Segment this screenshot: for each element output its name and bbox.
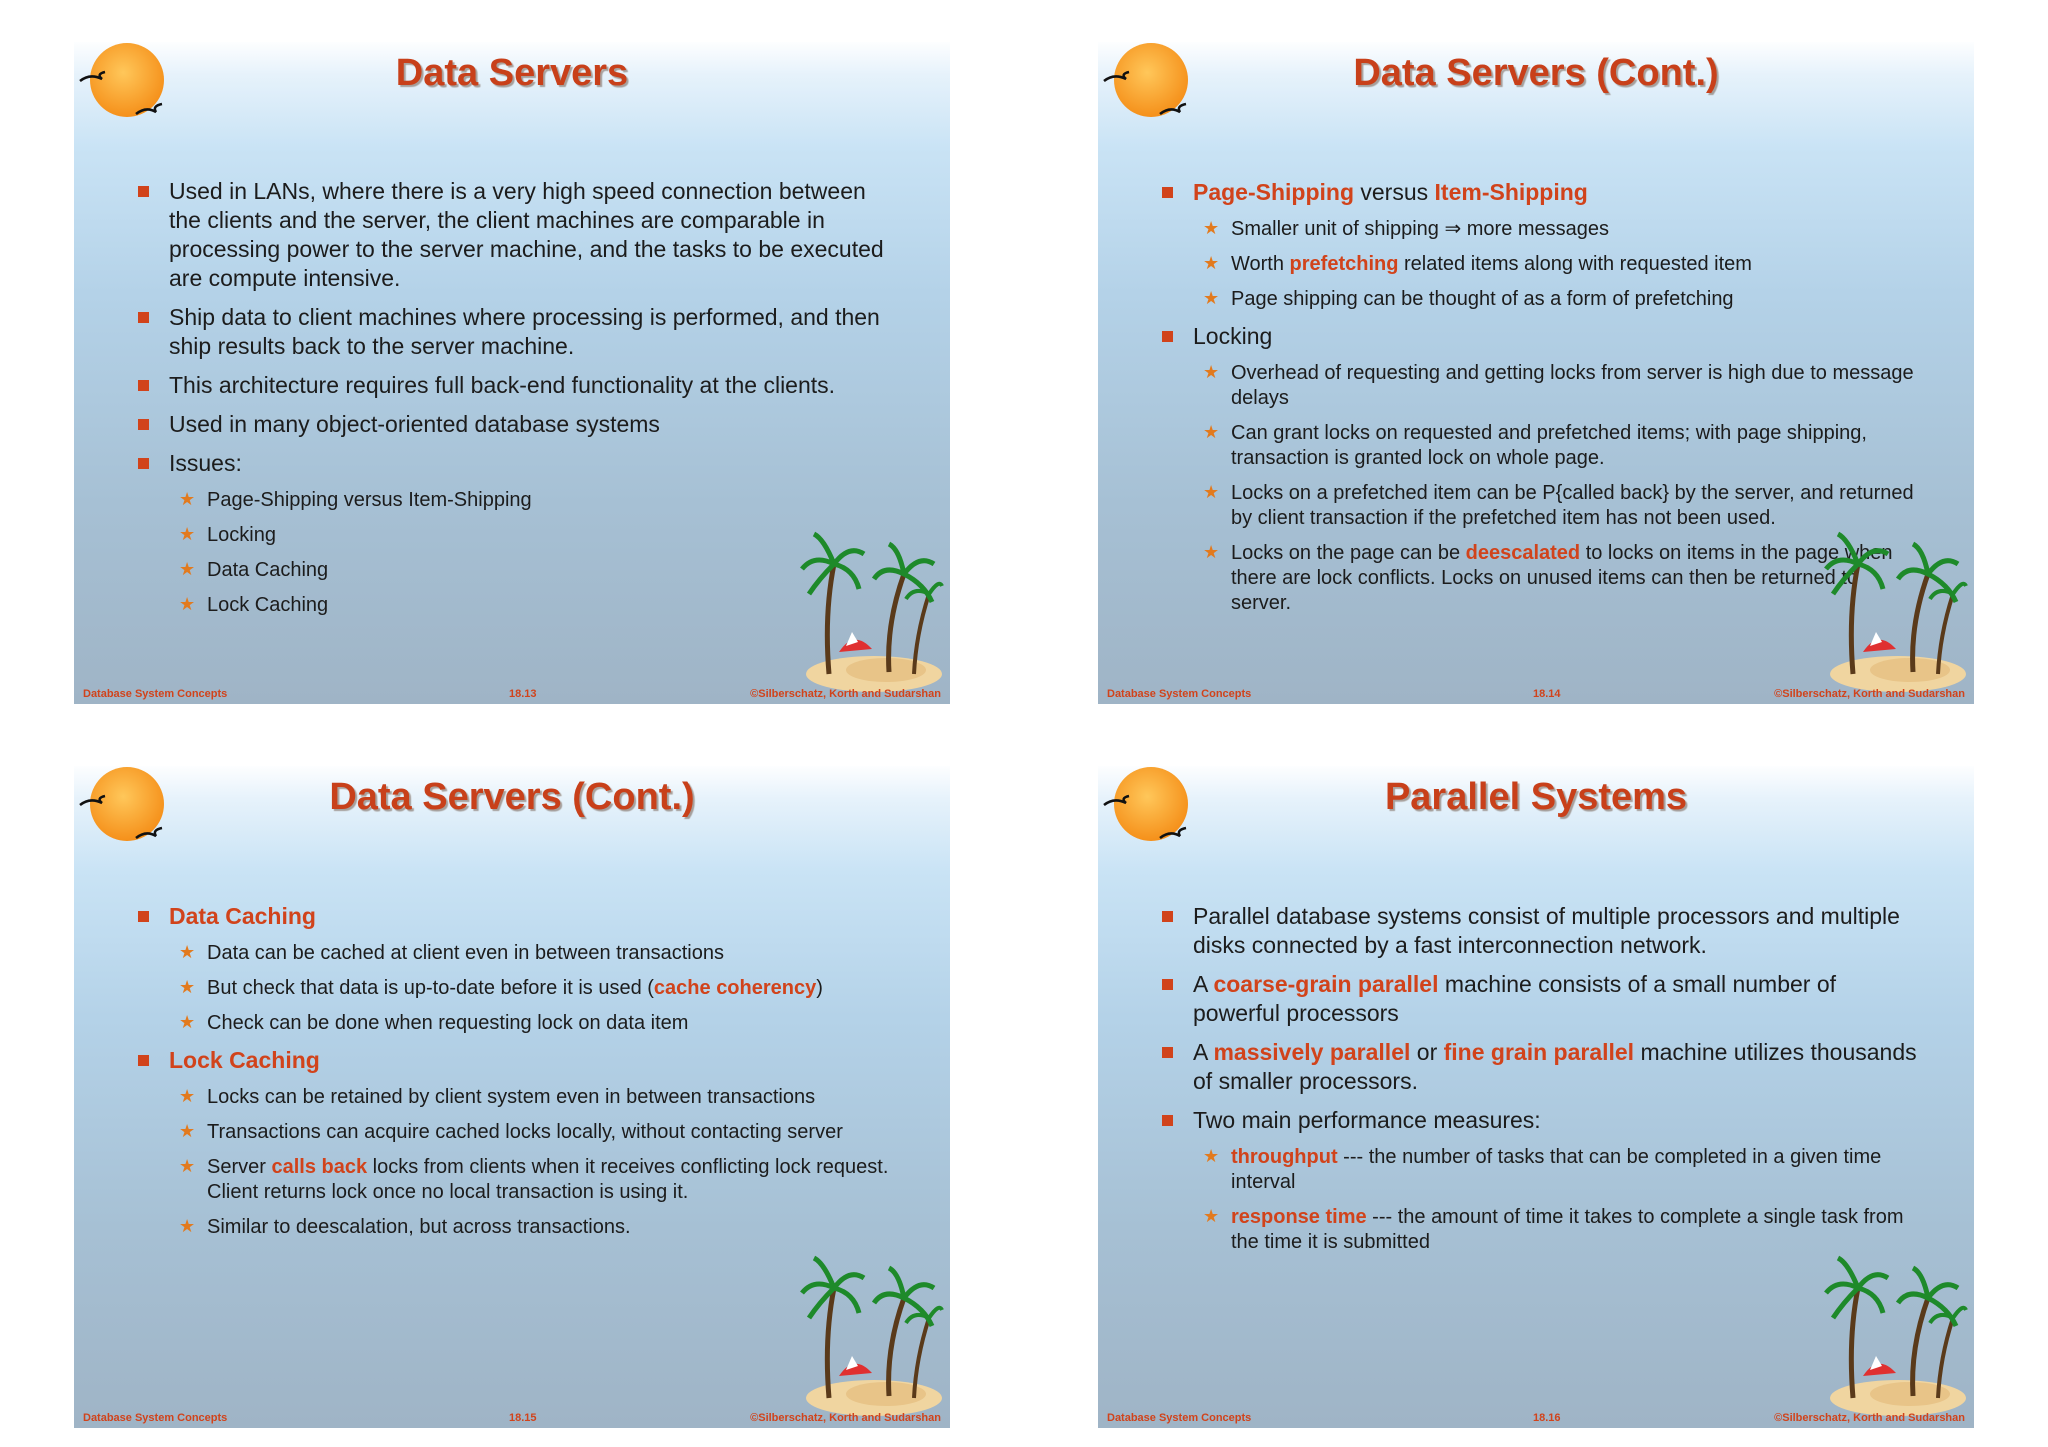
sub-bullet-item [138, 976, 894, 1001]
bullet-text: Worth [1231, 253, 1290, 275]
bullet-text: This architecture requires full back-end functionality at the clients. [169, 372, 836, 398]
bullet-item [1162, 1106, 1918, 1135]
bullet-item [138, 371, 894, 400]
footer-copyright: ©Silberschatz, Korth and Sudarshan [750, 1412, 941, 1424]
highlighted-term: Data Caching [169, 903, 316, 929]
bullet-item [138, 410, 894, 439]
sub-bullet-item [138, 488, 894, 513]
sub-bullet-item [138, 941, 894, 966]
palm-island-icon [1818, 524, 1968, 694]
bullet-text: Data Caching [207, 559, 329, 581]
bullet-text: Overhead of requesting and getting locks from server is high due to message delays [1231, 362, 1914, 409]
highlighted-term: throughput [1231, 1146, 1338, 1168]
bullet-text: Data can be cached at client even in between transactions [207, 942, 724, 964]
sub-bullet-item [1162, 252, 1918, 277]
bullet-item [138, 449, 894, 478]
sub-bullet-item [1162, 361, 1918, 411]
bullet-text: Page shipping can be thought of as a form of prefetching [1231, 288, 1734, 310]
slide [74, 766, 950, 1428]
slide [1098, 766, 1974, 1428]
slide-body [138, 902, 894, 1250]
bullet-text: Page-Shipping versus Item-Shipping [207, 489, 532, 511]
bullet-text: Two main performance measures: [1193, 1107, 1541, 1133]
bullet-text: ) [816, 977, 823, 999]
bullet-item [1162, 902, 1918, 960]
highlighted-term: calls back [271, 1156, 368, 1178]
footer-copyright: ©Silberschatz, Korth and Sudarshan [750, 688, 941, 700]
bullet-item [1162, 322, 1918, 351]
sub-bullet-item [138, 1120, 894, 1145]
bullet-text: Locking [1193, 323, 1273, 349]
bullet-item [138, 902, 894, 931]
bullet-text: versus [1354, 179, 1435, 205]
bullet-text: Used in LANs, where there is a very high speed connection between the clients and the server, the client machines are comparable in processing power to the server machine, and the tasks to be executed are compute intensive. [169, 178, 884, 291]
sub-bullet-item [138, 523, 894, 548]
slide-title: Data Servers (Cont.) [329, 776, 695, 818]
highlighted-term: deescalated [1465, 542, 1581, 564]
palm-island-icon [1818, 1248, 1968, 1418]
bullet-text: Locks on a prefetched item can be P{called back} by the server, and returned by client transaction if the prefetched item has not been used. [1231, 482, 1914, 529]
footer-course: Database System Concepts [83, 1412, 228, 1424]
bullet-text: A [1193, 1039, 1214, 1065]
sub-bullet-item [1162, 481, 1918, 531]
footer-page-number: 18.15 [509, 1412, 537, 1424]
bullet-text: Used in many object-oriented database systems [169, 411, 660, 437]
bullet-item [1162, 178, 1918, 207]
slide-title: Parallel Systems [1384, 776, 1688, 818]
highlighted-term: prefetching [1289, 253, 1399, 275]
bullet-text: Locking [207, 524, 276, 546]
bullet-text: Lock Caching [207, 594, 329, 616]
sub-bullet-item [138, 1011, 894, 1036]
bullet-text: related items along with requested item [1398, 253, 1752, 275]
footer-copyright: ©Silberschatz, Korth and Sudarshan [1774, 688, 1965, 700]
sub-bullet-item [1162, 541, 1918, 616]
footer-page-number: 18.14 [1533, 688, 1561, 700]
palm-island-icon [794, 524, 944, 694]
bullet-text: A [1193, 971, 1214, 997]
bullet-text: Can grant locks on requested and prefetched items; with page shipping, transaction is granted lock on whole page. [1231, 422, 1867, 469]
sub-bullet-item [1162, 1145, 1918, 1195]
bullet-text: Parallel database systems consist of multiple processors and multiple disks connected by a fast interconnection network. [1193, 903, 1900, 958]
footer-course: Database System Concepts [83, 688, 228, 700]
bullet-text: Transactions can acquire cached locks locally, without contacting server [207, 1121, 843, 1143]
bullet-text: Similar to deescalation, but across transactions. [207, 1216, 631, 1238]
highlighted-term: massively parallel [1213, 1039, 1411, 1065]
bullet-text: --- the amount of time it takes to complete a single task from the time it is submitted [1231, 1206, 1904, 1253]
slide [74, 42, 950, 704]
bullet-text: Smaller unit of shipping ⇒ more messages [1231, 218, 1610, 240]
sub-bullet-item [138, 593, 894, 618]
sub-bullet-item [1162, 421, 1918, 471]
slide-body [138, 177, 894, 628]
highlighted-term: Page-Shipping [1193, 179, 1354, 205]
bullet-text: machine consists of a small number of powerful processors [1193, 971, 1837, 1026]
bullet-text: machine utilizes thousands of smaller processors. [1193, 1039, 1917, 1094]
bullet-text: --- the number of tasks that can be completed in a given time interval [1231, 1146, 1882, 1193]
bullet-text: Check can be done when requesting lock on data item [207, 1012, 689, 1034]
bullet-text: Issues: [169, 450, 242, 476]
bullet-text: Ship data to client machines where processing is performed, and then ship results back to the server machine. [169, 304, 880, 359]
bullet-item [1162, 970, 1918, 1028]
sub-bullet-item [1162, 217, 1918, 242]
bullet-item [138, 303, 894, 361]
bullet-text: But check that data is up-to-date before it is used ( [207, 977, 654, 999]
bullet-item [138, 177, 894, 293]
bullet-text: or [1410, 1039, 1444, 1065]
slide-title: Data Servers [395, 52, 629, 94]
bullet-text: Server [207, 1156, 272, 1178]
footer-course: Database System Concepts [1107, 688, 1252, 700]
sub-bullet-item [138, 558, 894, 583]
sub-bullet-item [1162, 287, 1918, 312]
slide-body [1162, 902, 1918, 1265]
highlighted-term: coarse-grain parallel [1213, 971, 1439, 997]
sub-bullet-item [138, 1215, 894, 1240]
highlighted-term: Lock Caching [169, 1047, 320, 1073]
highlighted-term: fine grain parallel [1443, 1039, 1635, 1065]
bullet-text: to locks on items in the page when there are lock conflicts. Locks on unused items can then be returned to server. [1231, 542, 1893, 614]
palm-island-icon [794, 1248, 944, 1418]
footer-page-number: 18.13 [509, 688, 537, 700]
bullet-item [138, 1046, 894, 1075]
slide-title: Data Servers (Cont.) [1353, 52, 1719, 94]
highlighted-term: cache coherency [653, 977, 817, 999]
bullet-item [1162, 1038, 1918, 1096]
footer-course: Database System Concepts [1107, 1412, 1252, 1424]
sub-bullet-item [1162, 1205, 1918, 1255]
bullet-text: Locks can be retained by client system even in between transactions [207, 1086, 816, 1108]
bullet-text: locks from clients when it receives conflicting lock request. Client returns lock once no local transaction is using it. [207, 1156, 889, 1203]
footer-copyright: ©Silberschatz, Korth and Sudarshan [1774, 1412, 1965, 1424]
slide-body [1162, 178, 1918, 626]
highlighted-term: response time [1231, 1206, 1367, 1228]
bullet-text: Locks on the page can be [1231, 542, 1466, 564]
sub-bullet-item [138, 1085, 894, 1110]
slide [1098, 42, 1974, 704]
sub-bullet-item [138, 1155, 894, 1205]
footer-page-number: 18.16 [1533, 1412, 1561, 1424]
highlighted-term: Item-Shipping [1434, 179, 1588, 205]
